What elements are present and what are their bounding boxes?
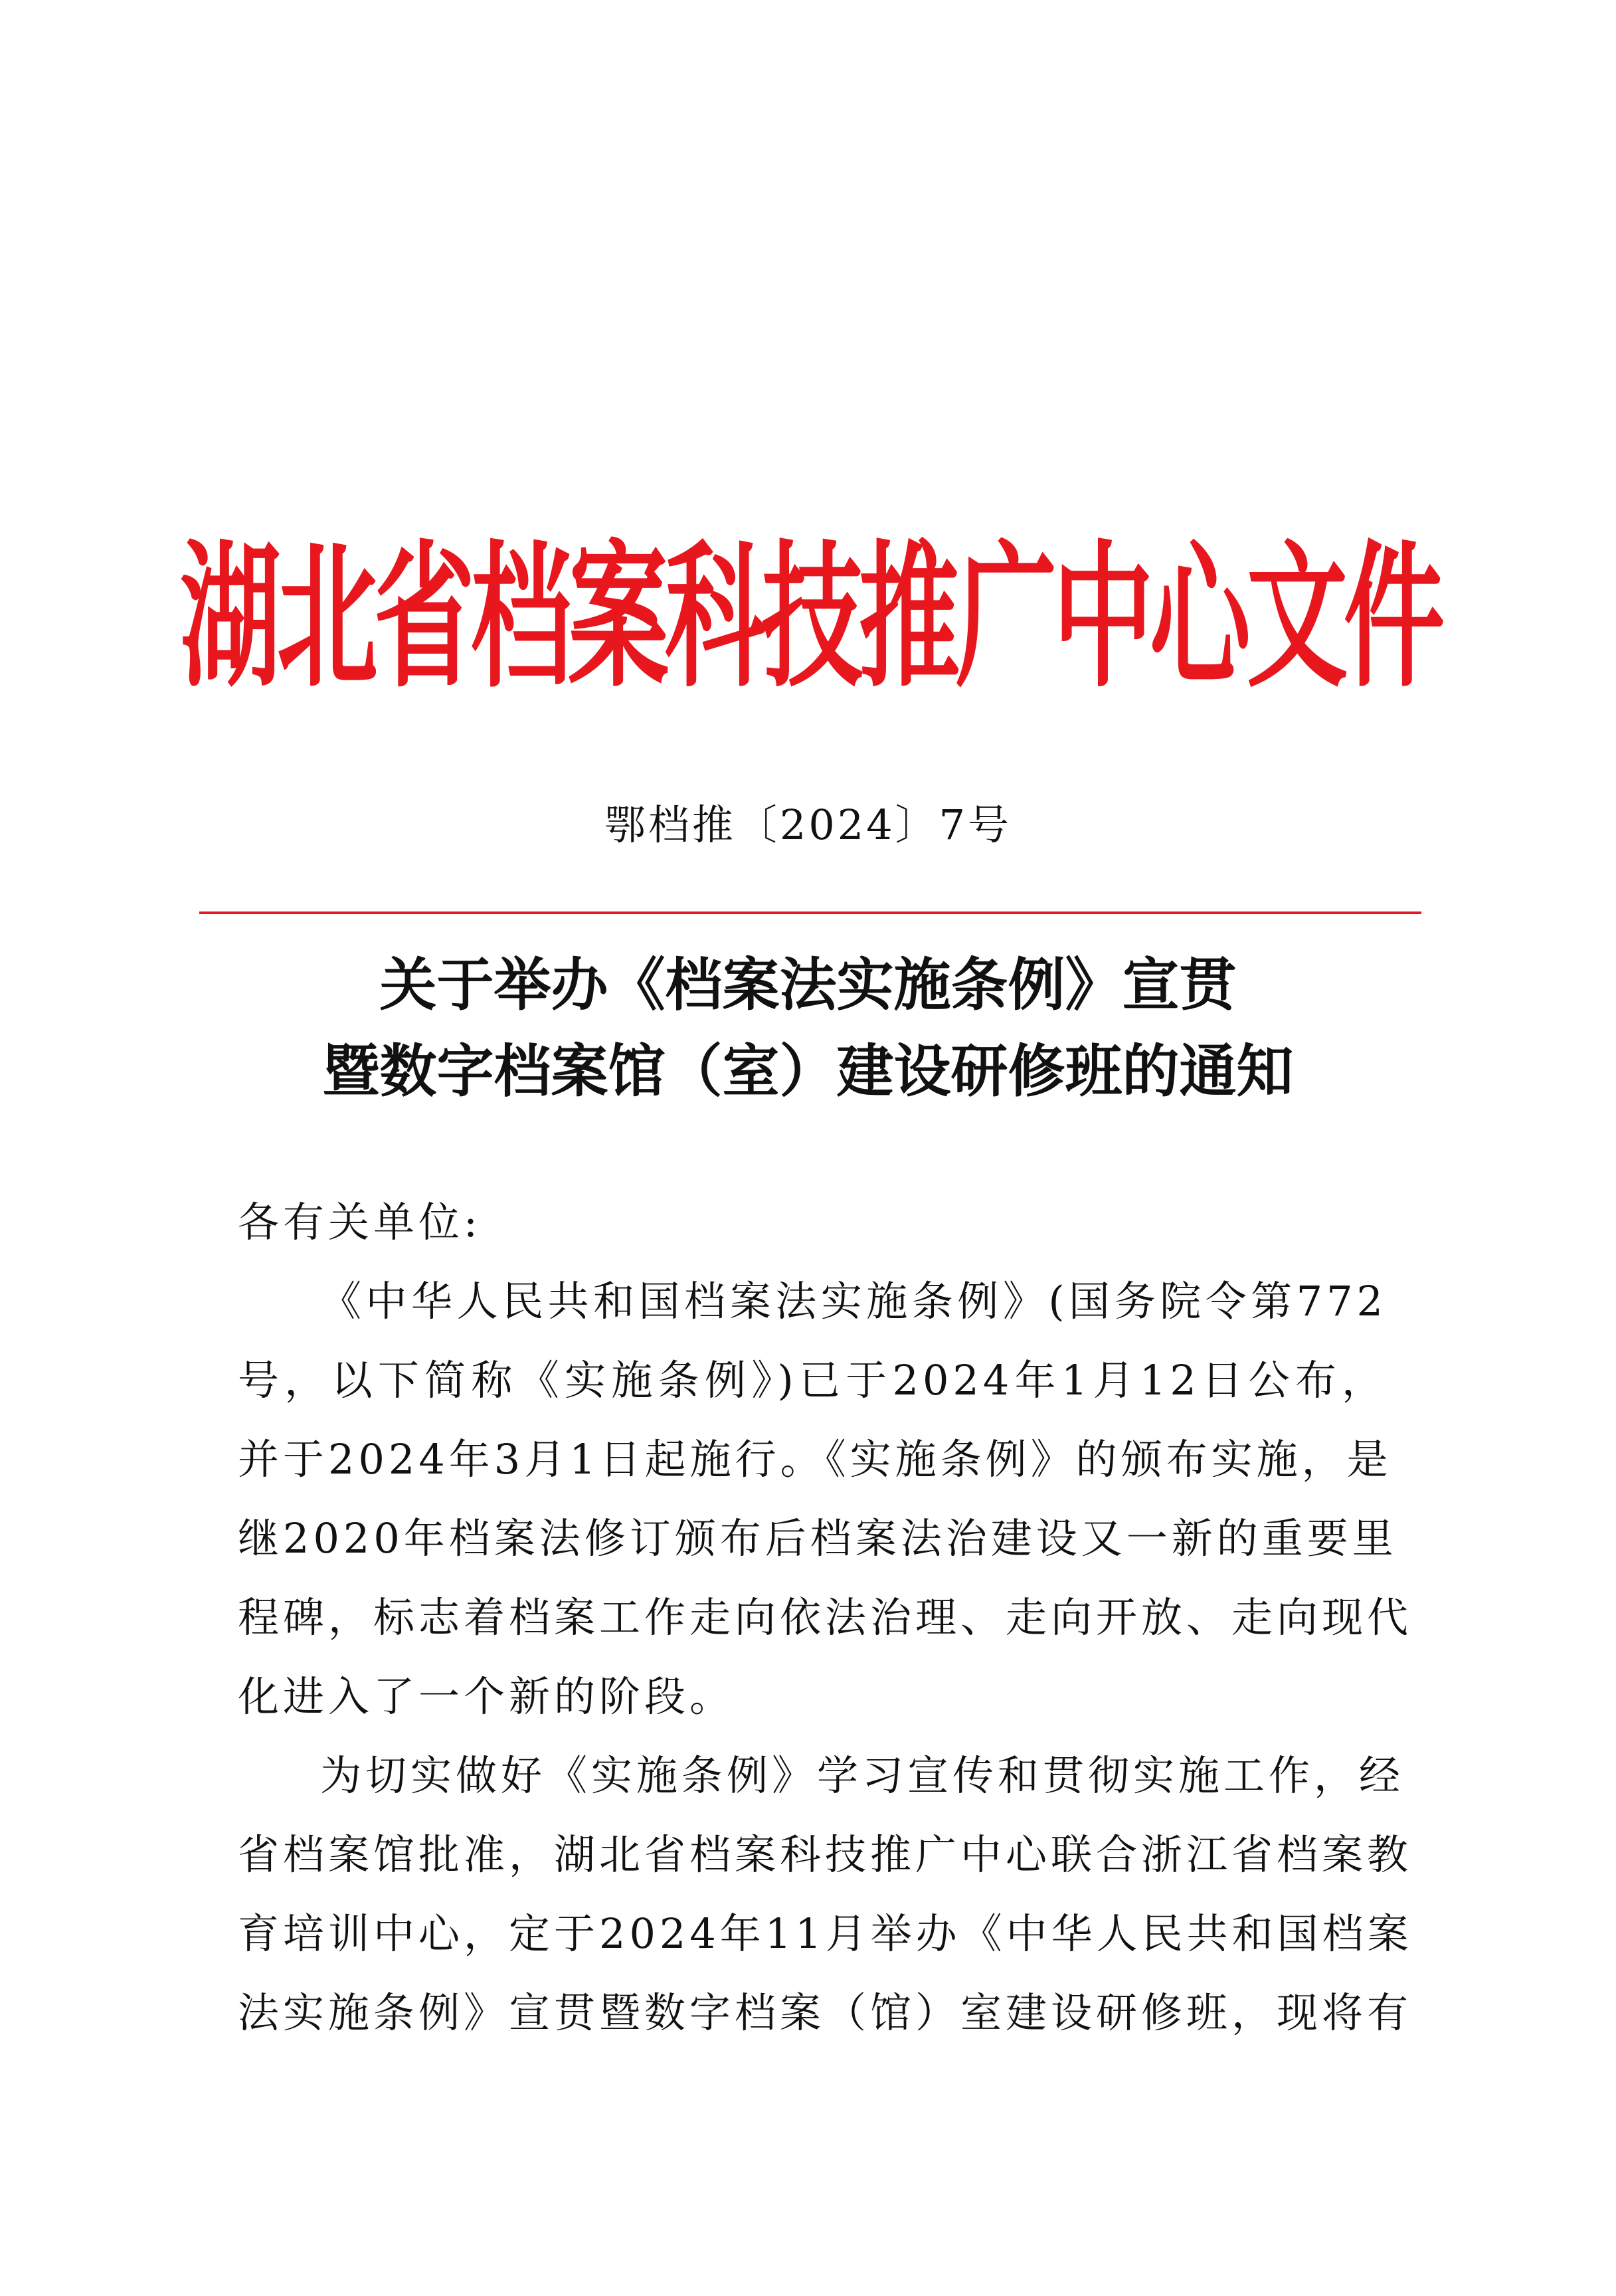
salutation: 各有关单位: — [238, 1198, 482, 1246]
masthead — [180, 505, 1441, 709]
masthead-title: 湖北省档案科技推广中心文件 — [180, 526, 1441, 709]
red-divider-line — [199, 911, 1421, 914]
paragraph-2 — [238, 1736, 1413, 2052]
paragraph-line: 育培训中心，定于2024年11月举办《中华人民共和国档案 — [238, 1909, 1413, 1958]
paragraph-line: 省档案馆批准，湖北省档案科技推广中心联合浙江省档案教 — [238, 1830, 1413, 1879]
paragraph-line: 《中华人民共和国档案法实施条例》(国务院令第772 — [320, 1277, 1387, 1325]
paragraph-line: 为切实做好《实施条例》学习宣传和贯彻实施工作，经 — [320, 1751, 1405, 1800]
notice-title-line-2: 暨数字档案馆（室）建设研修班的通知 — [322, 1038, 1294, 1105]
paragraph-1 — [238, 1262, 1413, 1736]
document-number: 鄂档推〔2024〕7号 — [604, 801, 1012, 849]
paragraph-line: 程碑，标志着档案工作走向依法治理、走向开放、走向现代 — [238, 1593, 1413, 1642]
notice-title — [0, 942, 1616, 1115]
paragraph-line: 号，以下简称《实施条例》)已于2024年1月12日公布， — [238, 1356, 1387, 1404]
notice-title-line-1: 关于举办《档案法实施条例》宣贯 — [379, 951, 1237, 1018]
notice-body — [238, 1183, 1413, 2052]
paragraph-line: 法实施条例》宣贯暨数字档案（馆）室建设研修班，现将有 — [238, 1988, 1413, 2037]
paragraph-line: 继2020年档案法修订颁布后档案法治建设又一新的重要里 — [238, 1514, 1397, 1563]
paragraph-line: 并于2024年3月1日起施行。《实施条例》的颁布实施，是 — [238, 1435, 1392, 1483]
paragraph-line: 化进入了一个新的阶段。 — [238, 1672, 735, 1721]
